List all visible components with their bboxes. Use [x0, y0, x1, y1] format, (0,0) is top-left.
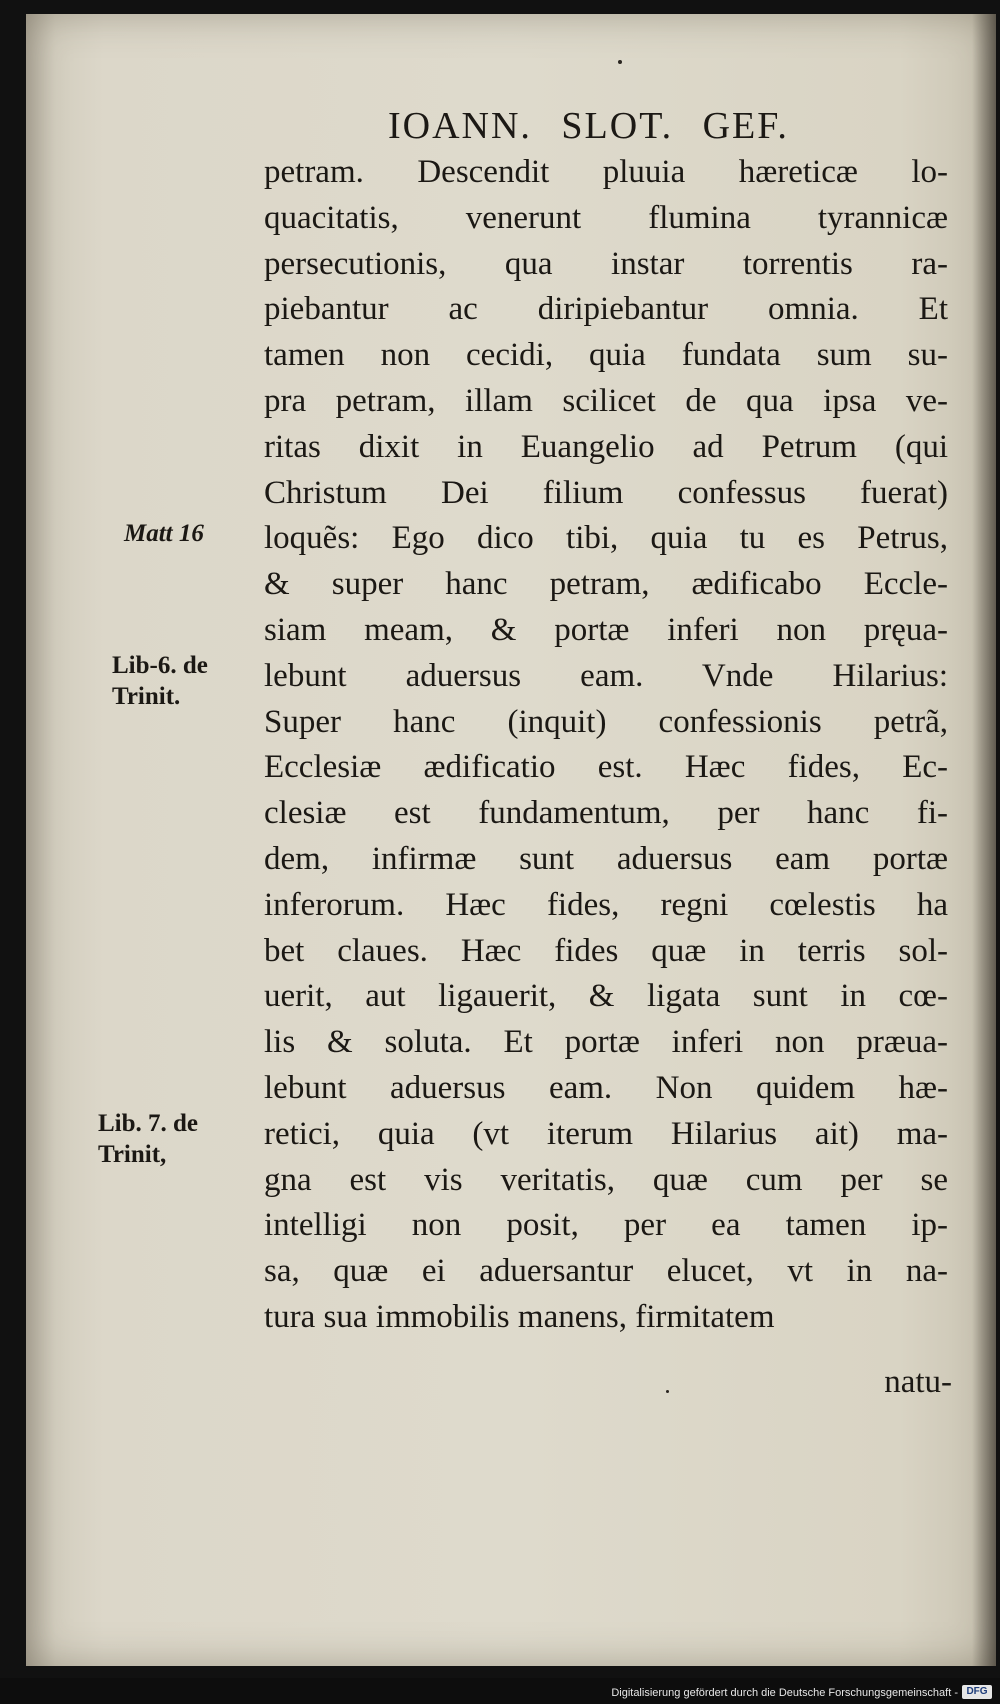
catchword: natu-: [884, 1364, 952, 1400]
text-line: piebantur ac diripiebantur omnia. Et: [264, 291, 948, 328]
text-line: sa, quæ ei aduersantur elucet, vt in na-: [264, 1253, 948, 1290]
text-line: & super hanc petram, ædificabo Eccle-: [264, 566, 948, 603]
marginal-note-text: Lib-6. de: [112, 652, 208, 679]
text-line: inferorum. Hæc fides, regni cœlestis ha: [264, 886, 948, 923]
running-head: IOANN. SLOT. GEF.: [388, 105, 789, 147]
footer-bar: [0, 1678, 1000, 1704]
text-line: loquẽs: Ego dico tibi, quia tu es Petrus,: [264, 520, 948, 557]
text-line: gna est vis veritatis, quæ cum per se: [264, 1161, 948, 1198]
text-line: uerit, aut ligauerit, & ligata sunt in cœ-: [264, 978, 948, 1015]
text-line: lebunt aduersus eam. Non quidem hæ-: [264, 1069, 948, 1106]
text-line: dem, infirmæ sunt aduersus eam portæ: [264, 840, 948, 877]
text-line: lis & soluta. Et portæ inferi non præua-: [264, 1024, 948, 1061]
marginal-note-matt: [124, 518, 204, 549]
marginal-note-text: Lib. 7. de: [98, 1110, 199, 1137]
marginal-note-text: Matt 16: [124, 520, 204, 547]
text-line: persecutionis, qua instar torrentis ra-: [264, 245, 948, 282]
text-line: retici, quia (vt iterum Hilarius ait) ma-: [264, 1115, 948, 1152]
body-text: [264, 150, 948, 1341]
marginal-note-text: Trinit,: [98, 1141, 167, 1168]
text-line: Christum Dei filium confessus fuerat): [264, 474, 948, 511]
text-line: Super hanc (inquit) confessionis petrã,: [264, 703, 948, 740]
dfg-logo: DFG: [962, 1685, 992, 1699]
text-line: lebunt aduersus eam. Vnde Hilarius:: [264, 657, 948, 694]
ink-speck: [618, 60, 622, 64]
ink-speck: [666, 1390, 669, 1393]
marginal-note-text: Trinit.: [112, 683, 181, 710]
marginal-note-lib7: [98, 1108, 198, 1170]
text-line: siam meam, & portæ inferi non pręua-: [264, 611, 948, 648]
page-shadow: [972, 14, 996, 1666]
marginal-note-lib6: [112, 650, 208, 712]
text-line: bet claues. Hæc fides quæ in terris sol-: [264, 932, 948, 969]
text-line: pra petram, illam scilicet de qua ipsa ve-: [264, 382, 948, 419]
text-line: quacitatis, venerunt flumina tyrannicæ: [264, 199, 948, 236]
text-line: petram. Descendit pluuia hæreticæ lo-: [264, 154, 948, 190]
text-line: Ecclesiæ ædificatio est. Hæc fides, Ec-: [264, 749, 948, 786]
funding-credit: Digitalisierung gefördert durch die Deutsche Forschungsgemeinschaft -: [611, 1687, 958, 1699]
text-line: tamen non cecidi, quia fundata sum su-: [264, 337, 948, 374]
text-line: clesiæ est fundamentum, per hanc fi-: [264, 795, 948, 832]
text-line: ritas dixit in Euangelio ad Petrum (qui: [264, 428, 948, 465]
text-line: intelligi non posit, per ea tamen ip-: [264, 1207, 948, 1244]
text-line: tura sua immobilis manens, firmitatem: [264, 1298, 775, 1335]
